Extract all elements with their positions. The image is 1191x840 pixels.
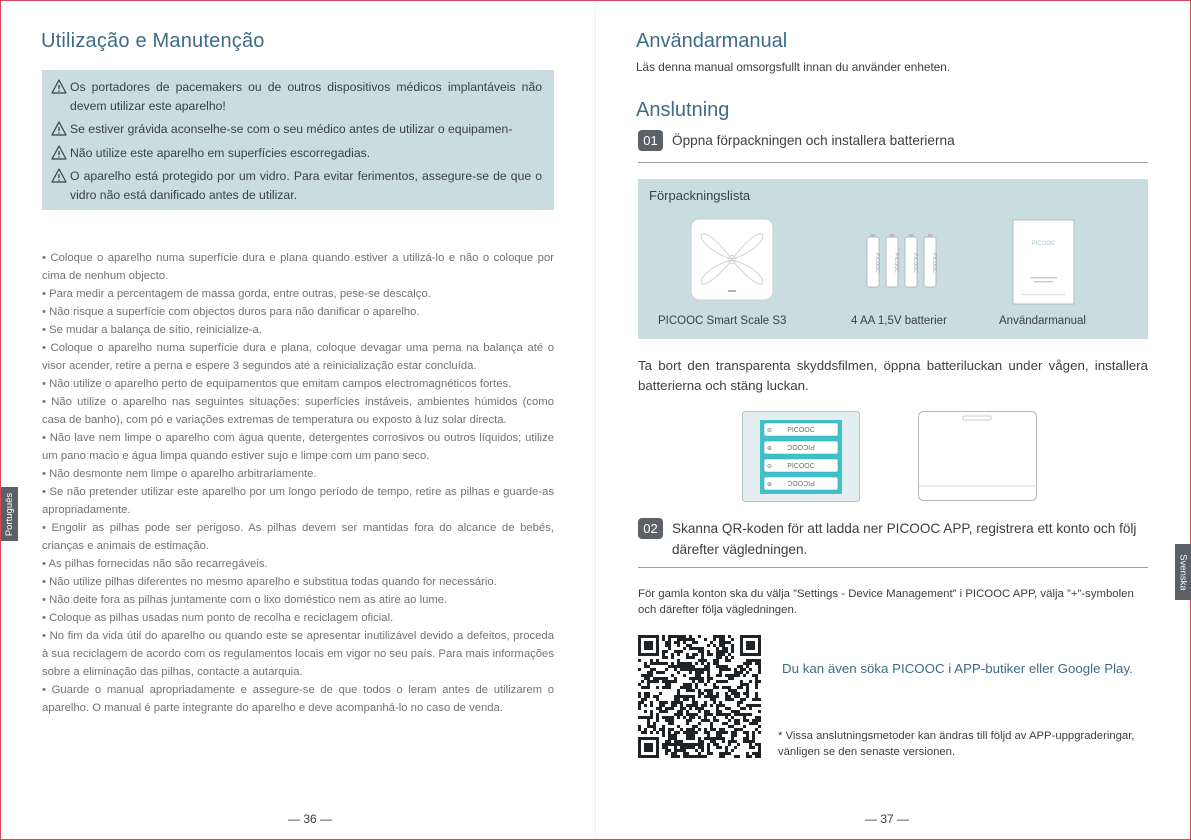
list-item: • No fim da vida útil do aparelho ou quando este se apresentar inutilizável devido a defeitos, proceda à sua reciclagem de acordo com os regulamentos locais em vigor no seu país. Para mais informações sobre a eliminação das pilhas, contacte a autarquia. xyxy=(42,630,554,678)
battery-label: PICOOC xyxy=(787,479,815,486)
batteries-image xyxy=(863,233,943,291)
page-fold xyxy=(595,1,596,839)
warning-text: O aparelho está protegido por um vidro. Para evitar ferimentos, assegure-se de que o vidro não está danificado antes de utilizar. xyxy=(70,169,542,202)
warning-item xyxy=(50,120,542,139)
step-badge: 02 xyxy=(638,518,663,539)
battery-label: PICOOC xyxy=(893,253,899,273)
page-title: Användarmanual xyxy=(636,30,788,52)
battery-lid-image xyxy=(918,411,1038,502)
divider xyxy=(638,567,1148,568)
package-item-label: PICOOC Smart Scale S3 xyxy=(658,315,787,327)
warning-icon xyxy=(50,78,70,96)
warning-icon xyxy=(50,167,70,185)
step-text: Skanna QR-koden för att ladda ner PICOOC APP, registrera ett konto och följ därefter vägledningen. xyxy=(672,521,1137,557)
maintenance-list xyxy=(42,249,554,717)
list-item: • Não utilize o aparelho nas seguintes situações: superfícies instáveis, ambientes húmidos (como casa de banho), com pó e variações extremas de temperatura ou exposto à luz solar directa. xyxy=(42,396,554,426)
warning-item xyxy=(50,78,542,115)
manual-image xyxy=(1012,219,1075,305)
list-item: • Não desmonte nem limpe o aparelho arbitrariamente. xyxy=(42,468,317,480)
old-account-note: För gamla konton ska du välja ”Settings - Device Management” i PICOOC APP, välja ”+”-symbolen och därefter följa vägledningen. xyxy=(638,588,1134,616)
battery-compartment-image xyxy=(742,411,860,502)
warning-text: Não utilize este aparelho em superfícies escorregadias. xyxy=(70,145,371,160)
list-item: • Coloque o aparelho numa superfície dura e plana, coloque devagar uma perna na balança até o visor acender, retire a perna e espere 3 segundos até a reinicialização estar concluída. xyxy=(42,342,554,372)
page-subtitle: Läs denna manual omsorgsfullt innan du använder enheten. xyxy=(636,60,951,74)
warning-text: Os portadores de pacemakers ou de outros dispositivos médicos implantáveis não devem utilizar este aparelho! xyxy=(70,80,542,113)
manual-logo: PICOOC xyxy=(1031,241,1056,247)
language-tab-label: Português xyxy=(4,492,15,536)
package-list-title: Förpackningslista xyxy=(649,188,751,203)
divider xyxy=(638,162,1148,163)
list-item: • Coloque o aparelho numa superfície dura e plana quando estiver a utilizá-lo e não o coloque por cima de nenhum objecto. xyxy=(42,252,554,282)
language-tab-label: Svenska xyxy=(1177,553,1189,591)
list-item: • Se mudar a balança de sítio, reinicialize-a. xyxy=(42,324,262,336)
install-instructions: Ta bort den transparenta skyddsfilmen, öppna batteriluckan under vågen, installera batterierna och stäng luckan. xyxy=(638,358,1148,393)
list-item: • Não deite fora as pilhas juntamente com o lixo doméstico nem as atire ao lume. xyxy=(42,594,448,606)
list-item: • Se não pretender utilizar este aparelho por um longo período de tempo, retire as pilhas e guarde-as apropriadamente. xyxy=(42,486,554,516)
step-text: Öppna förpackningen och installera batterierna xyxy=(672,133,955,148)
svg-text:⊖: ⊖ xyxy=(767,464,773,470)
qr-code[interactable] xyxy=(638,635,761,758)
step-1 xyxy=(638,130,955,151)
list-item: • Não risque a superfície com objectos duros para não danificar o aparelho. xyxy=(42,306,420,318)
warning-item xyxy=(50,167,542,204)
warning-icon xyxy=(50,144,70,162)
package-item-label: Användarmanual xyxy=(999,315,1086,327)
svg-text:⊕: ⊕ xyxy=(767,446,773,452)
footnote: * Vissa anslutningsmetoder kan ändras till följd av APP-uppgraderingar, vänligen se den senaste versionen. xyxy=(778,730,1135,758)
language-tab xyxy=(1,487,18,541)
warning-icon xyxy=(50,120,70,138)
list-item: • Coloque as pilhas usadas num ponto de recolha e reciclagem oficial. xyxy=(42,612,394,624)
list-item: • As pilhas fornecidas não são recarregáveis. xyxy=(42,558,268,570)
page-number: — 36 — xyxy=(288,812,333,826)
svg-text:⊖: ⊖ xyxy=(767,428,773,434)
left-page xyxy=(1,1,595,839)
package-item-label: 4 AA 1,5V batterier xyxy=(851,315,947,327)
battery-label: PICOOC xyxy=(787,443,815,450)
battery-label: PICOOC xyxy=(787,427,815,434)
warning-box xyxy=(42,70,554,210)
step-badge: 01 xyxy=(638,130,663,151)
language-tab xyxy=(1175,544,1191,600)
page-title: Utilização e Manutenção xyxy=(41,30,265,52)
app-store-hint: Du kan även söka PICOOC i APP-butiker eller Google Play. xyxy=(782,661,1133,676)
list-item: • Engolir as pilhas pode ser perigoso. As pilhas devem ser mantidas fora do alcance de bebés, crianças e animais de estimação. xyxy=(42,522,554,552)
scale-image xyxy=(690,218,774,301)
battery-label: PICOOC xyxy=(874,253,880,273)
battery-label: PICOOC xyxy=(912,253,918,273)
step-2 xyxy=(638,518,1148,560)
list-item: • Não utilize pilhas diferentes no mesmo aparelho e substitua todas quando for necessário. xyxy=(42,576,497,588)
svg-text:⊕: ⊕ xyxy=(767,482,773,488)
battery-label: PICOOC xyxy=(931,253,937,273)
right-page xyxy=(597,1,1191,839)
warning-text: Se estiver grávida aconselhe-se com o seu médico antes de utilizar o equipamen- xyxy=(70,122,513,136)
list-item: • Não utilize o aparelho perto de equipamentos que emitam campos electromagnéticos fortes. xyxy=(42,378,512,390)
page-number: — 37 — xyxy=(865,812,910,826)
section-title: Anslutning xyxy=(636,99,730,121)
list-item: • Guarde o manual apropriadamente e assegure-se de que todos o leram antes de utilizarem o aparelho. O manual é parte integrante do aparelho e deve acompanhá-lo no caso de venda. xyxy=(42,684,554,714)
list-item: • Não lave nem limpe o aparelho com água quente, detergentes corrosivos ou outros líquidos; utilize um pano macio e água limpa quando estiver sujo e limpe com um pano seco. xyxy=(42,432,554,462)
warning-item xyxy=(50,144,542,163)
list-item: • Para medir a percentagem de massa gorda, entre outras, pese-se descalço. xyxy=(42,288,431,300)
package-list-box xyxy=(638,179,1148,339)
battery-label: PICOOC xyxy=(787,463,815,470)
